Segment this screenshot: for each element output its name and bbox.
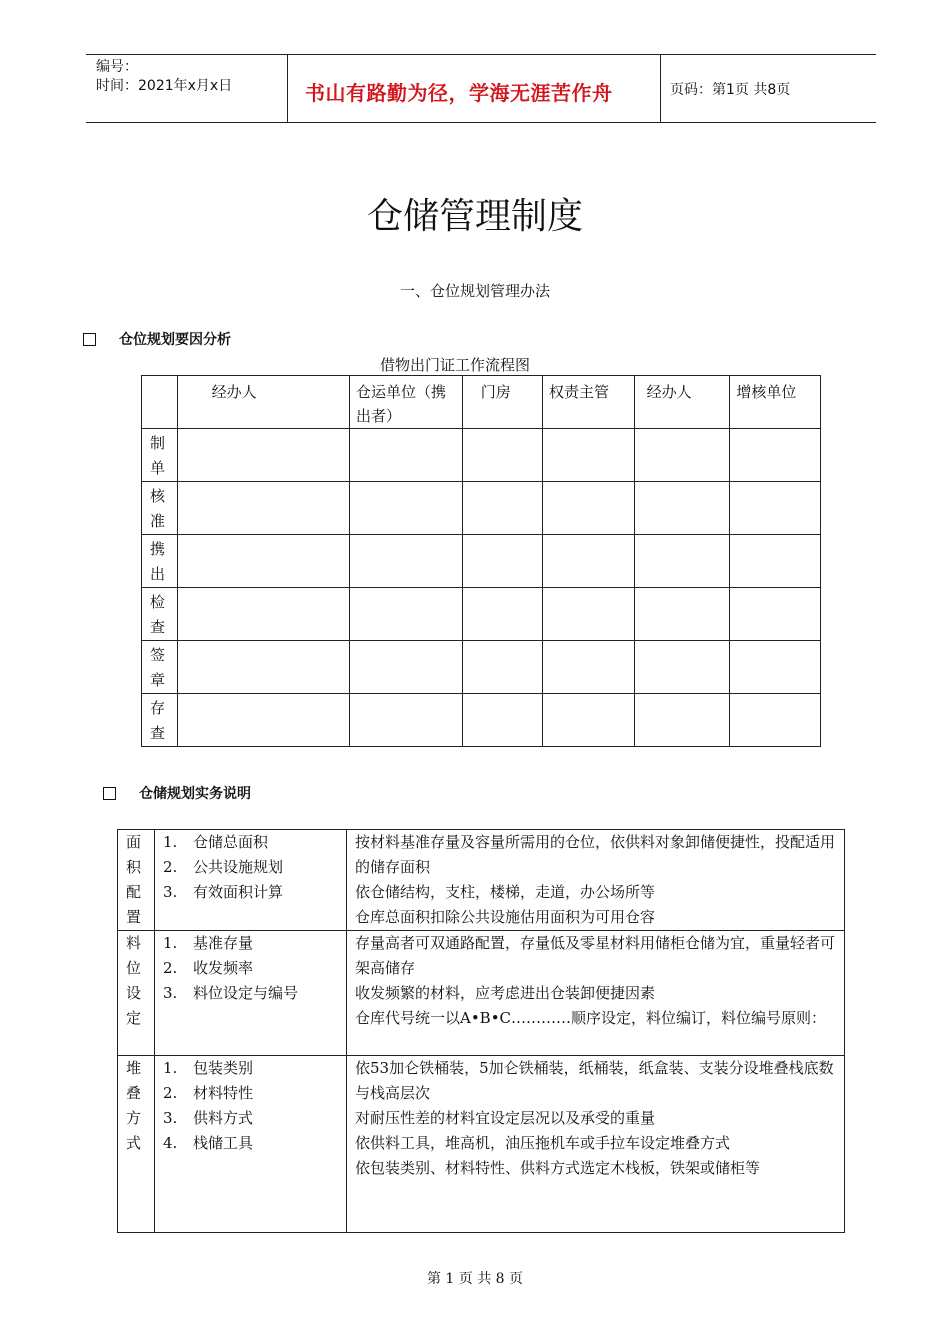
practice-items [155, 1056, 347, 1233]
flow-cell [543, 694, 635, 747]
description-line: 依供料工具，堆高机，油压拖机车或手拉车设定堆叠方式 [355, 1134, 731, 1152]
flow-cell [177, 535, 349, 588]
description-line: 按材料基准存量及容量所需用的仓位，依供料对象卸储便捷性，投配适用的储存面积 [355, 833, 836, 876]
header-top-rule [86, 54, 876, 55]
practice-description [347, 830, 845, 931]
flow-cell [462, 641, 542, 694]
practice-description [347, 931, 845, 1056]
checkbox-icon [103, 787, 116, 800]
flow-table-header-row [142, 376, 821, 429]
table-row [142, 429, 821, 482]
flow-row-label: 制单 [142, 429, 178, 482]
flow-cell [543, 588, 635, 641]
flow-cell [730, 429, 821, 482]
flow-row-label: 存查 [142, 694, 178, 747]
flow-header-cell [142, 376, 178, 429]
list-item: 2. 材料特性 [163, 1084, 254, 1102]
table-row [142, 641, 821, 694]
table-row [142, 588, 821, 641]
section-title: 一、仓位规划管理办法 [399, 282, 550, 300]
flow-cell [462, 694, 542, 747]
table-row [142, 535, 821, 588]
flow-cell [634, 641, 730, 694]
flow-row-label: 签章 [142, 641, 178, 694]
flow-cell [349, 482, 462, 535]
flow-cell [730, 694, 821, 747]
list-item: 3. 料位设定与编号 [163, 984, 299, 1002]
subsection-heading-1: 仓位规划要因分析 [119, 332, 231, 348]
flow-row-label: 核准 [142, 482, 178, 535]
list-item: 1. 基准存量 [163, 934, 254, 952]
practice-description [347, 1056, 845, 1233]
flow-cell [177, 694, 349, 747]
list-item: 4. 栈储工具 [163, 1134, 254, 1152]
page-footer: 第 1 页 共 8 页 [426, 1271, 524, 1287]
table-row [118, 1056, 845, 1233]
flow-cell [349, 535, 462, 588]
flow-header-cell: 权责主管 [543, 376, 635, 429]
flow-cell [177, 482, 349, 535]
flow-cell [462, 588, 542, 641]
list-item: 3. 有效面积计算 [163, 883, 284, 901]
description-line: 依包装类别、材料特性、供料方式选定木栈板，铁架或储柜等 [355, 1159, 761, 1177]
flow-row-label: 携出 [142, 535, 178, 588]
header-divider-right [660, 54, 661, 123]
practice-category: 堆叠方式 [118, 1056, 155, 1233]
flow-cell [349, 429, 462, 482]
flow-cell [543, 429, 635, 482]
table-row [118, 830, 845, 931]
flow-header-cell: 门房 [462, 376, 542, 429]
practice-items [155, 931, 347, 1056]
description-line: 仓库总面积扣除公共设施估用面积为可用仓容 [355, 908, 656, 926]
description-line: 存量高者可双通路配置，存量低及零星材料用储柜仓储为宜，重量轻者可架高储存 [355, 934, 836, 977]
flow-cell [543, 482, 635, 535]
flow-cell [349, 588, 462, 641]
flow-cell [634, 535, 730, 588]
flow-row-label: 检查 [142, 588, 178, 641]
header-bottom-rule [86, 122, 876, 123]
table-row [142, 694, 821, 747]
subsection-heading-2: 仓储规划实务说明 [139, 786, 251, 802]
description-line: 依53加仑铁桶装，5加仑铁桶装，纸桶装，纸盒装、支装分设堆叠栈底数与栈高层次 [355, 1059, 834, 1102]
list-item: 2. 收发频率 [163, 959, 254, 977]
flow-header-cell: 经办人 [634, 376, 730, 429]
flow-table [141, 375, 821, 747]
list-item: 1. 包装类别 [163, 1059, 254, 1077]
list-item: 3. 供料方式 [163, 1109, 254, 1127]
header-time-label: 时间：2021年x月x日 [96, 78, 233, 94]
practice-items [155, 830, 347, 931]
flow-table-caption: 借物出门证工作流程图 [380, 356, 531, 374]
list-item: 1. 仓储总面积 [163, 833, 269, 851]
checkbox-icon [83, 333, 96, 346]
flow-cell [634, 482, 730, 535]
header-motto: 书山有路勤为径，学海无涯苦作舟 [305, 81, 613, 105]
flow-cell [543, 641, 635, 694]
flow-cell [462, 429, 542, 482]
flow-cell [730, 535, 821, 588]
list-item: 2. 公共设施规划 [163, 858, 284, 876]
description-line: 仓库代号统一以A•B•C…………顺序设定，料位编订，料位编号原则： [355, 1009, 827, 1027]
description-line: 依仓储结构，支柱，楼梯，走道，办公场所等 [355, 883, 656, 901]
flow-cell [177, 429, 349, 482]
practice-category: 面积配置 [118, 830, 155, 931]
description-line: 收发频繁的材料，应考虑进出仓装卸便捷因素 [355, 984, 656, 1002]
flow-header-cell: 增核单位 [730, 376, 821, 429]
flow-cell [177, 588, 349, 641]
flow-cell [634, 694, 730, 747]
description-line: 对耐压性差的材料宜设定层况以及承受的重量 [355, 1109, 656, 1127]
document-title: 仓储管理制度 [366, 196, 583, 237]
table-row [142, 482, 821, 535]
flow-cell [462, 535, 542, 588]
flow-cell [543, 535, 635, 588]
practice-category: 料位设定 [118, 931, 155, 1056]
header-page-label: 页码：第1页 共8页 [670, 82, 791, 98]
header-divider-left [287, 54, 288, 123]
flow-cell [730, 482, 821, 535]
flow-cell [730, 588, 821, 641]
flow-cell [634, 588, 730, 641]
table-row [118, 931, 845, 1056]
practice-table [117, 829, 845, 1233]
flow-cell [349, 641, 462, 694]
flow-header-cell: 仓运单位（携出者） [349, 376, 462, 429]
flow-header-cell: 经办人 [177, 376, 349, 429]
flow-cell [634, 429, 730, 482]
flow-cell [177, 641, 349, 694]
flow-cell [730, 641, 821, 694]
flow-cell [462, 482, 542, 535]
header-number-label: 编号： [96, 59, 138, 75]
flow-cell [349, 694, 462, 747]
